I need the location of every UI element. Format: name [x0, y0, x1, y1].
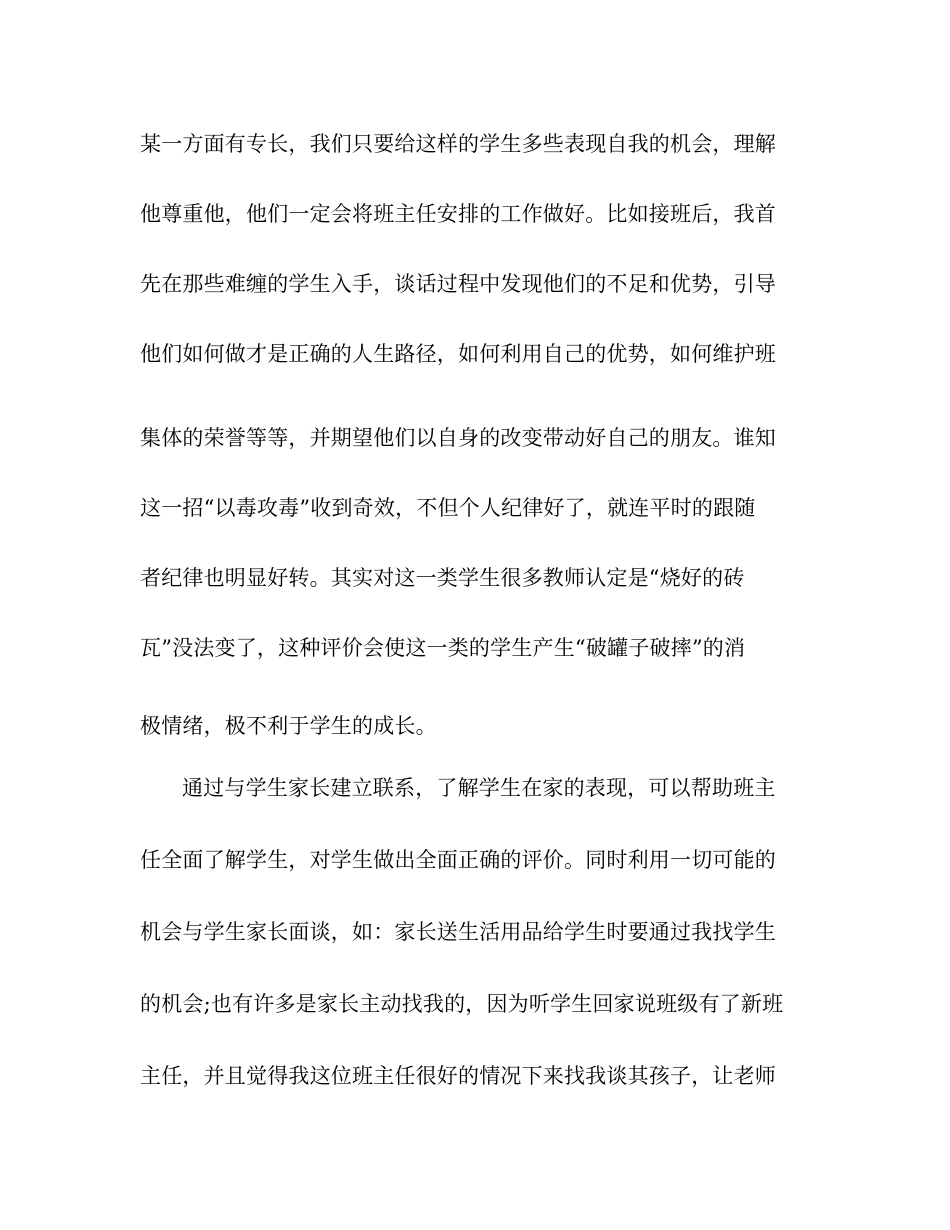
- text-line: 某一方面有专长，我们只要给这样的学生多些表现自我的机会，理解: [140, 132, 776, 156]
- text-line: 先在那些难缠的学生入手，谈话过程中发现他们的不足和优势，引导: [140, 272, 776, 296]
- paragraph-first-line: 通过与学生家长建立联系，了解学生在家的表现，可以帮助班主: [182, 776, 776, 800]
- text-line: 瓦”没法变了，这种评价会使这一类的学生产生“破罐子破摔”的消: [140, 636, 746, 660]
- text-line: 极情绪，极不利于学生的成长。: [140, 714, 437, 738]
- text-line: 的机会;也有许多是家长主动找我的，因为听学生回家说班级有了新班: [140, 992, 784, 1016]
- text-line: 机会与学生家长面谈，如：家长送生活用品给学生时要通过我找学生: [140, 920, 776, 944]
- text-line: 任全面了解学生，对学生做出全面正确的评价。同时利用一切可能的: [140, 848, 776, 872]
- text-line: 者纪律也明显好转。其实对这一类学生很多教师认定是“烧好的砖: [140, 566, 745, 590]
- text-line: 他们如何做才是正确的人生路径，如何利用自己的优势，如何维护班: [140, 342, 776, 366]
- text-line: 集体的荣誉等等，并期望他们以自身的改变带动好自己的朋友。谁知: [140, 426, 776, 450]
- text-line: 这一招“以毒攻毒”收到奇效，不但个人纪律好了，就连平时的跟随: [140, 496, 756, 520]
- text-line: 主任，并且觉得我这位班主任很好的情况下来找我谈其孩子，让老师: [140, 1064, 776, 1088]
- text-line: 他尊重他，他们一定会将班主任安排的工作做好。比如接班后，我首: [140, 202, 776, 226]
